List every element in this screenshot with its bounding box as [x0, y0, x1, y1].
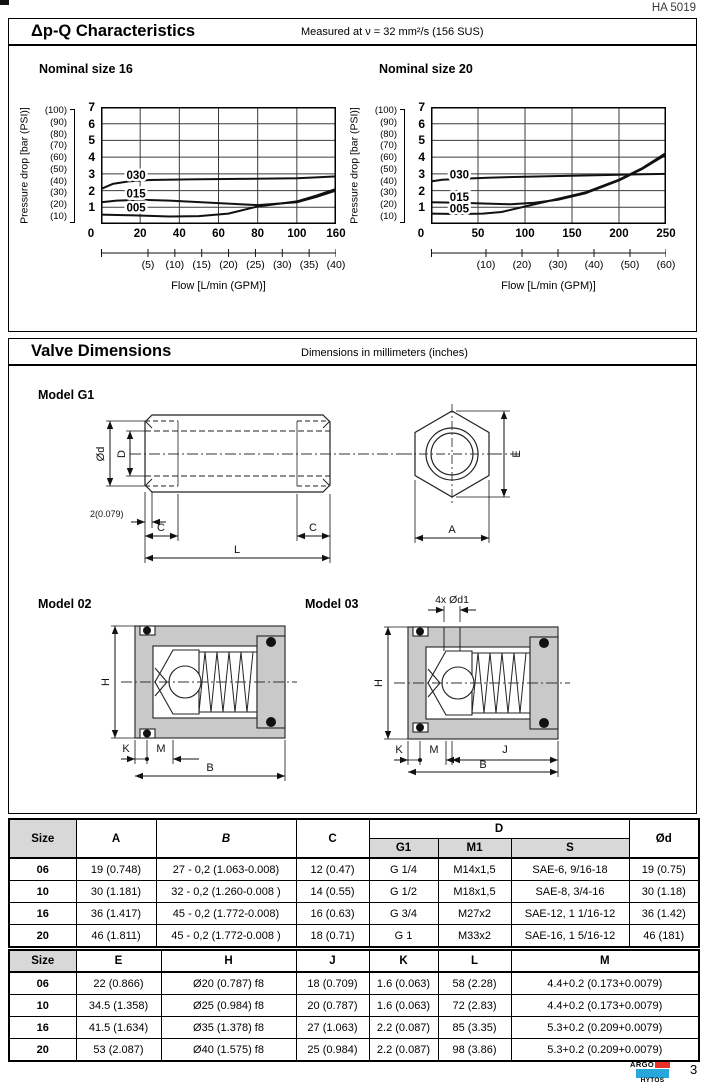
table-row	[9, 972, 699, 995]
value-cell: SAE-12, 1 1/16-12	[511, 903, 629, 925]
y-axis-label: Pressure drop [bar (PSI)]	[348, 107, 361, 224]
y-axis-psi-tick: (70)	[380, 140, 397, 152]
page-number: 3	[690, 1062, 698, 1077]
dim-d-label: D	[116, 450, 128, 458]
table-row	[9, 903, 699, 925]
col-header-c: C	[296, 819, 369, 858]
size-cell: 06	[9, 858, 76, 881]
y-axis-psi-tick: (10)	[380, 210, 397, 222]
characteristics-subtitle: Measured at ν = 32 mm²/s (156 SUS)	[301, 26, 484, 38]
col-header-size: Size	[9, 819, 76, 858]
col-header-s: S	[511, 838, 629, 858]
x-axis-tick: 200	[609, 228, 629, 240]
col-header-l: L	[438, 950, 511, 972]
holes-label: 4x Ød1	[435, 594, 469, 606]
gpm-tick-label: (5)	[141, 259, 155, 271]
argo-hytos-logo	[630, 1060, 670, 1083]
size-cell: 16	[9, 1017, 76, 1039]
table-row	[9, 995, 699, 1017]
value-cell: 19 (0.75)	[629, 858, 699, 881]
value-cell: M33x2	[438, 925, 511, 948]
y-axis-bar-tick: 6	[88, 116, 95, 131]
gpm-tick-label: (40)	[584, 259, 604, 271]
value-cell: 98 (3.86)	[438, 1039, 511, 1062]
value-cell: 16 (0.63)	[296, 903, 369, 925]
chart-16-title: Nominal size 16	[39, 62, 133, 76]
col-header-size: Size	[9, 950, 76, 972]
value-cell: 85 (3.35)	[438, 1017, 511, 1039]
value-cell: 34.5 (1.358)	[76, 995, 161, 1017]
logo-cyan-block	[636, 1069, 669, 1083]
table-row	[9, 1039, 699, 1062]
value-cell: 12 (0.47)	[296, 858, 369, 881]
col-header-a: A	[76, 819, 156, 858]
value-cell: 4.4+0.2 (0.173+0.0079)	[511, 972, 699, 995]
gpm-tick-label: (10)	[165, 259, 185, 271]
y-axis-psi-tick: (40)	[380, 175, 397, 187]
value-cell: 5.3+0.2 (0.209+0.0079)	[511, 1017, 699, 1039]
y-axis-psi-tick: (10)	[50, 210, 67, 222]
value-cell: Ø35 (1.378) f8	[161, 1017, 296, 1039]
y-axis-psi-tick: (30)	[50, 187, 67, 199]
gpm-tick-label: (10)	[476, 259, 496, 271]
value-cell: 53 (2.087)	[76, 1039, 161, 1062]
value-cell: 46 (1.811)	[76, 925, 156, 948]
value-cell: 2.2 (0.087)	[369, 1017, 438, 1039]
y-axis-psi-tick: (90)	[50, 116, 67, 128]
size-cell: 16	[9, 903, 76, 925]
value-cell: 72 (2.83)	[438, 995, 511, 1017]
y-axis-psi-tick: (60)	[380, 152, 397, 163]
value-cell: 30 (1.181)	[76, 881, 156, 903]
value-cell: Ø40 (1.575) f8	[161, 1039, 296, 1062]
value-cell: 14 (0.55)	[296, 881, 369, 903]
col-header-b: B	[156, 819, 296, 858]
x-axis-tick: 80	[251, 228, 265, 240]
size-cell: 20	[9, 925, 76, 948]
y-axis-bar-tick: 7	[88, 100, 95, 114]
gpm-tick-label: (25)	[246, 259, 265, 271]
dimension-table-2	[8, 949, 700, 1062]
curve-label-005: 005	[449, 203, 469, 216]
curve-label-030: 030	[126, 170, 146, 183]
gpm-tick-label: (20)	[512, 259, 532, 271]
y-axis-bar-tick: 3	[418, 166, 425, 181]
x-axis-label: Flow [L/min (GPM)]	[501, 280, 596, 292]
value-cell: 18 (0.71)	[296, 925, 369, 948]
gpm-tick-label: (40)	[326, 259, 346, 271]
plot-area	[101, 107, 336, 224]
col-header-k: K	[369, 950, 438, 972]
curve-label-030: 030	[449, 169, 469, 182]
model-g1-label: Model G1	[38, 388, 95, 402]
y-axis-bar-tick: 2	[418, 183, 425, 198]
chart-nominal-size-16	[11, 99, 346, 331]
y-axis-bar-tick: 1	[88, 200, 95, 215]
page-corner-mark	[0, 0, 9, 5]
y-axis-psi-tick: (20)	[50, 199, 67, 210]
dim-c-left-label: C	[157, 522, 165, 534]
y-axis-bar-tick: 4	[88, 150, 95, 165]
value-cell: 20 (0.787)	[296, 995, 369, 1017]
value-cell: M14x1,5	[438, 858, 511, 881]
y-axis-psi-tick: (80)	[50, 128, 67, 140]
value-cell: 32 - 0,2 (1.260-0.008 )	[156, 881, 296, 903]
model-03-drawing	[368, 592, 603, 797]
gpm-tick-label: (15)	[192, 259, 212, 271]
x-axis-tick: 250	[656, 228, 676, 240]
y-axis-bar-tick: 3	[88, 166, 95, 181]
gpm-tick-label: (35)	[299, 259, 319, 271]
x-axis-label: Flow [L/min (GPM)]	[171, 280, 266, 292]
logo-red-block	[655, 1062, 670, 1068]
y-axis-psi-tick: (50)	[50, 163, 67, 175]
size-cell: 20	[9, 1039, 76, 1062]
col-header-h: H	[161, 950, 296, 972]
dimensions-subtitle: Dimensions in millimeters (inches)	[301, 347, 468, 359]
x-axis-tick: 0	[87, 228, 95, 240]
table-row	[9, 1017, 699, 1039]
x-axis-tick: 40	[172, 228, 186, 240]
y-axis-bar-tick: 5	[418, 133, 425, 148]
value-cell: 36 (1.42)	[629, 903, 699, 925]
gpm-tick-label: (20)	[219, 259, 238, 271]
value-cell: M18x1,5	[438, 881, 511, 903]
value-cell: G 1	[369, 925, 438, 948]
x-axis-tick: 100	[515, 228, 535, 240]
dim-h-label: H	[373, 679, 385, 687]
gpm-scale	[101, 248, 336, 258]
y-axis-psi-tick: (80)	[380, 128, 397, 140]
dim-m-label: M	[156, 743, 166, 755]
model-03-label: Model 03	[305, 597, 359, 611]
y-axis-label: Pressure drop [bar (PSI)]	[18, 107, 31, 224]
gpm-tick-label: (30)	[272, 259, 292, 271]
dim-a-label: A	[448, 524, 456, 536]
m02-body	[121, 626, 297, 738]
gpm-scale	[431, 248, 666, 258]
dim-h-label: H	[100, 678, 112, 686]
value-cell: 27 (1.063)	[296, 1017, 369, 1039]
value-cell: 5.3+0.2 (0.209+0.0079)	[511, 1039, 699, 1062]
y-axis-psi-tick: (100)	[374, 105, 397, 116]
col-header-j: J	[296, 950, 369, 972]
y-axis-bar-tick: 6	[418, 116, 425, 131]
characteristics-title: Δp-Q Characteristics	[31, 22, 196, 40]
dim-offset-label: 2(0.079)	[90, 509, 124, 519]
y-axis-psi-tick: (40)	[50, 175, 67, 187]
plot-area	[431, 107, 666, 224]
size-cell: 06	[9, 972, 76, 995]
dim-k-label: K	[395, 744, 403, 756]
dim-k-label: K	[122, 743, 130, 755]
charts-box	[8, 45, 697, 332]
value-cell: G 1/2	[369, 881, 438, 903]
document-code: HA 5019	[651, 2, 696, 14]
value-cell: G 3/4	[369, 903, 438, 925]
y-axis-bar-tick: 2	[88, 183, 95, 198]
model-02-label: Model 02	[38, 597, 92, 611]
value-cell: SAE-6, 9/16-18	[511, 858, 629, 881]
value-cell: 30 (1.18)	[629, 881, 699, 903]
col-header-d: D	[369, 819, 629, 838]
value-cell: 41.5 (1.634)	[76, 1017, 161, 1039]
col-header-g1: G1	[369, 838, 438, 858]
value-cell: 46 (181)	[629, 925, 699, 948]
x-axis-tick: 100	[287, 228, 307, 240]
table-row	[9, 925, 699, 948]
value-cell: 1.6 (0.063)	[369, 972, 438, 995]
dimension-table-1	[8, 818, 700, 948]
value-cell: Ø20 (0.787) f8	[161, 972, 296, 995]
value-cell: 1.6 (0.063)	[369, 995, 438, 1017]
x-axis-tick: 160	[326, 228, 346, 240]
col-header-m1: M1	[438, 838, 511, 858]
dim-od-label: Ød	[95, 446, 107, 462]
dim-l-label: L	[233, 544, 241, 556]
model-02-drawing	[95, 618, 330, 788]
dim-m-label: M	[429, 744, 439, 756]
dim-c-right-label: C	[309, 522, 317, 534]
characteristics-header-box	[8, 18, 697, 45]
table-row	[9, 881, 699, 903]
dim-e-label: E	[511, 450, 523, 458]
curve-label-015: 015	[449, 191, 469, 204]
logo-argo-text: ARGO	[630, 1060, 655, 1069]
y-axis-psi-tick: (30)	[380, 187, 397, 199]
size-cell: 10	[9, 881, 76, 903]
y-axis-psi-tick: (50)	[380, 163, 397, 175]
value-cell: 58 (2.28)	[438, 972, 511, 995]
gpm-tick-label: (30)	[548, 259, 568, 271]
y-axis-bar-tick: 4	[418, 150, 425, 165]
value-cell: 2.2 (0.087)	[369, 1039, 438, 1062]
size-cell: 10	[9, 995, 76, 1017]
value-cell: Ø25 (0.984) f8	[161, 995, 296, 1017]
col-header-e: E	[76, 950, 161, 972]
y-axis-psi-tick: (70)	[50, 140, 67, 152]
value-cell: 25 (0.984)	[296, 1039, 369, 1062]
x-axis-tick: 0	[417, 228, 425, 240]
value-cell: 19 (0.748)	[76, 858, 156, 881]
value-cell: 36 (1.417)	[76, 903, 156, 925]
value-cell: M27x2	[438, 903, 511, 925]
model-g1-drawing	[60, 400, 620, 575]
value-cell: 22 (0.866)	[76, 972, 161, 995]
x-axis-tick: 50	[471, 228, 485, 240]
y-axis-bar-tick: 7	[418, 100, 425, 114]
g1-hex-view	[402, 404, 502, 504]
y-axis-psi-tick: (60)	[50, 152, 67, 163]
dimensions-header-box	[8, 338, 697, 365]
logo-hytos-text: HYTOS	[640, 1077, 665, 1083]
y-axis-bar-tick: 1	[418, 200, 425, 215]
col-header-m: M	[511, 950, 699, 972]
dimensions-title: Valve Dimensions	[31, 342, 172, 360]
value-cell: SAE-16, 1 5/16-12	[511, 925, 629, 948]
dim-j-label: J	[502, 744, 508, 756]
value-cell: 45 - 0,2 (1.772-0.008)	[156, 903, 296, 925]
dim-b-label: B	[206, 762, 214, 774]
gpm-tick-label: (60)	[656, 259, 676, 271]
col-header-od: Ød	[629, 819, 699, 858]
x-axis-tick: 150	[562, 228, 582, 240]
gpm-tick-label: (50)	[620, 259, 640, 271]
value-cell: 45 - 0,2 (1.772-0.008 )	[156, 925, 296, 948]
y-axis-psi-tick: (100)	[44, 105, 67, 116]
x-axis-tick: 20	[133, 228, 147, 240]
dim-b-label: B	[479, 759, 487, 771]
x-axis-tick: 60	[212, 228, 225, 240]
chart-nominal-size-20	[341, 99, 676, 331]
curve-label-015: 015	[126, 188, 146, 201]
value-cell: 4.4+0.2 (0.173+0.0079)	[511, 995, 699, 1017]
table-row	[9, 858, 699, 881]
value-cell: 27 - 0,2 (1.063-0.008)	[156, 858, 296, 881]
m03-body	[394, 627, 570, 739]
value-cell: G 1/4	[369, 858, 438, 881]
y-axis-bar-tick: 5	[88, 133, 95, 148]
value-cell: SAE-8, 3/4-16	[511, 881, 629, 903]
y-axis-psi-tick: (20)	[380, 199, 397, 210]
value-cell: 18 (0.709)	[296, 972, 369, 995]
curve-label-005: 005	[126, 202, 146, 215]
chart-20-title: Nominal size 20	[379, 62, 473, 76]
y-axis-psi-tick: (90)	[380, 116, 397, 128]
